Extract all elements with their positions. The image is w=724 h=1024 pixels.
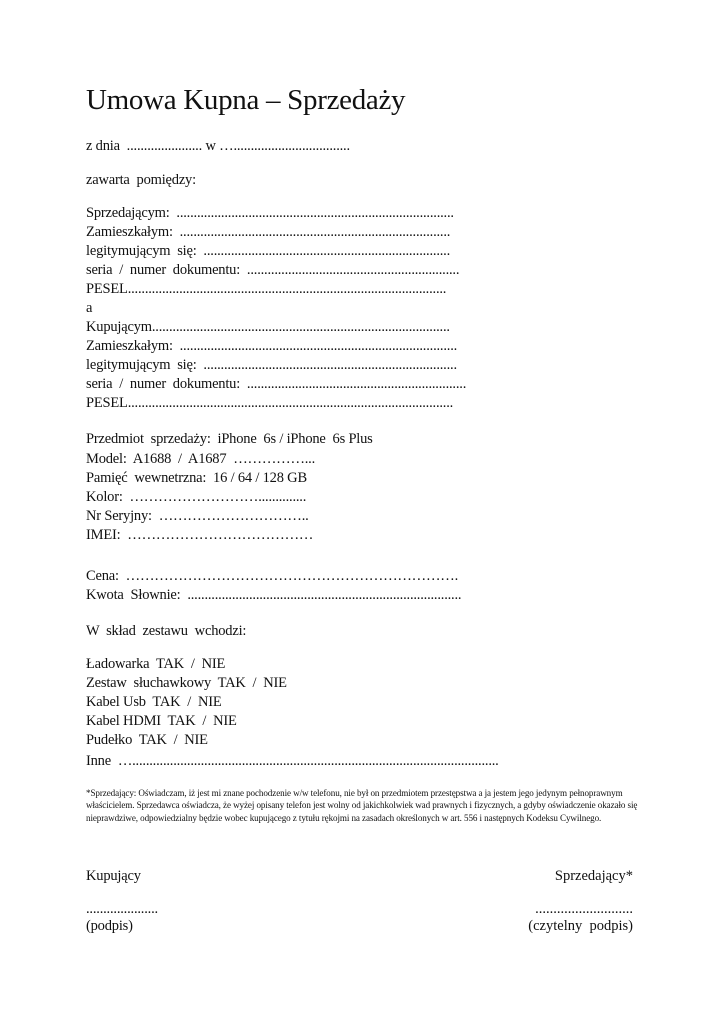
seller-document-line: seria / numer dokumentu: .............................................................. (86, 262, 460, 278)
seller-address-line: Zamieszkałym: ............................................................................... (86, 224, 451, 240)
buyer-document-line: seria / numer dokumentu: ................................................................ (86, 376, 467, 392)
buyer-signature-caption: (podpis) (86, 918, 133, 934)
seller-pesel-line: PESEL............................................................................................. (86, 281, 447, 297)
set-item-other: Inne …........................................................................................................... (86, 753, 499, 769)
set-item-hdmi-cable: Kabel HDMI TAK / NIE (86, 713, 237, 729)
and-separator: a (86, 300, 93, 316)
set-item-box: Pudełko TAK / NIE (86, 732, 208, 748)
item-model: Model: A1688 / A1687 ……………... (86, 451, 316, 467)
seller-signature-line: ........................... (535, 901, 633, 917)
document-title: Umowa Kupna – Sprzedaży (86, 84, 406, 116)
seller-name-line: Sprzedającym: ................................................................................. (86, 205, 454, 221)
price-line: Cena: ……………………………………………………………. (86, 568, 458, 584)
item-serial: Nr Seryjny: ………………………….. (86, 508, 309, 524)
buyer-address-line: Zamieszkałym: ................................................................................. (86, 338, 458, 354)
item-memory: Pamięć wewnetrzna: 16 / 64 / 128 GB (86, 470, 307, 486)
buyer-id-line: legitymującym się: .......................................................................... (86, 357, 457, 373)
item-imei: IMEI: ………………………………… (86, 527, 314, 543)
seller-signature-label: Sprzedający* (554, 868, 633, 884)
seller-signature-caption: (czytelny podpis) (528, 918, 633, 934)
item-color: Kolor: ……………………….............. (86, 489, 307, 505)
set-item-usb-cable: Kabel Usb TAK / NIE (86, 694, 222, 710)
buyer-pesel-line: PESEL............................................................................................... (86, 395, 454, 411)
buyer-signature-line: ..................... (86, 901, 158, 917)
price-words-line: Kwota Słownie: ................................................................................ (86, 587, 462, 603)
concluded-between: zawarta pomiędzy: (86, 172, 196, 188)
buyer-signature-label: Kupujący (86, 868, 141, 884)
buyer-name-line: Kupującym....................................................................................... (86, 319, 450, 335)
set-item-headset: Zestaw słuchawkowy TAK / NIE (86, 675, 287, 691)
seller-id-line: legitymującym się: ........................................................................ (86, 243, 451, 259)
date-place-line: z dnia ...................... w ….................................. (86, 138, 350, 154)
set-item-charger: Ładowarka TAK / NIE (86, 656, 226, 672)
seller-declaration-footnote: *Sprzedający: Oświadczam, iż jest mi znane pochodzenie w/w telefonu, nie był on przedmiotem przestępstwa a ja jestem jego jedynym pełnoprawnym właścicielem. Sprzedawca oświadcza, że wyżej opisany telefon jest wolny od jakichkolwiek wad prawnych i fizycznych, a gdyby oświadczenie okazało się nieprawdziwe, odpowiedzialny będzie wobec kupującego z tytułu rękojmi na zasadach określonych w art. 556 i następnych Kodeksu Cywilnego. (86, 788, 638, 823)
item-subject: Przedmiot sprzedaży: iPhone 6s / iPhone 6s Plus (86, 431, 373, 447)
set-header: W skład zestawu wchodzi: (86, 623, 247, 639)
